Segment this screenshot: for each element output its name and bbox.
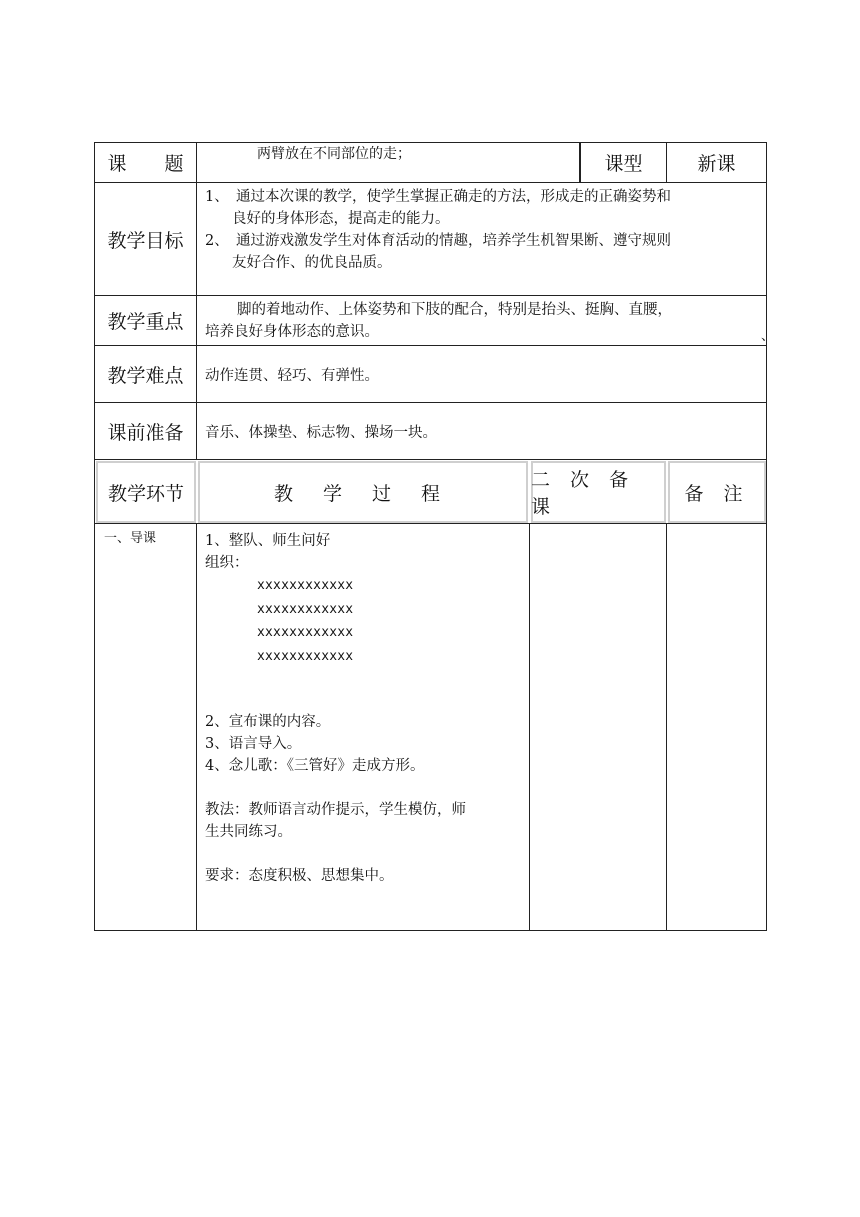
objectives-text	[205, 186, 760, 274]
header-secondary-prep: 二 次 备 课	[531, 469, 636, 518]
process-column-divider	[529, 523, 530, 931]
difficulty-text: 动作连贯、轻巧、有弹性。	[205, 368, 379, 384]
objective-2-cont: 友好合作、的优良品质。	[232, 255, 392, 271]
process-line-2: 2、宣布课的内容。	[205, 714, 331, 730]
objective-1: 1、 通过本次课的教学，使学生掌握正确走的方法，形成走的正确姿势和	[205, 189, 671, 205]
process-organization: 组织：	[205, 555, 249, 571]
table-border-right	[766, 142, 767, 931]
stage-column-divider	[196, 523, 197, 931]
objectives-label: 教学目标	[107, 229, 184, 252]
row-divider-5	[94, 459, 767, 460]
objective-2: 2、 通过游戏激发学生对体育活动的情趣，培养学生机智果断、遵守规则	[205, 233, 671, 249]
topic-label: 课 题	[107, 153, 184, 175]
formation-row: xxxxxxxxxxxx	[257, 648, 354, 664]
process-line-4: 4、念儿歌：《三管好》走成方形。	[205, 758, 425, 774]
process-line-3: 3、语言导入。	[205, 736, 302, 752]
key-points-text	[205, 299, 765, 343]
key-points-line-1: 脚的着地动作、上体姿势和下肢的配合，特别是抬头、挺胸、直腰，	[237, 302, 672, 318]
key-points-label: 教学重点	[107, 311, 184, 333]
process-line-1: 1、整队、师生问好	[205, 533, 331, 549]
formation-row: xxxxxxxxxxxx	[257, 625, 354, 640]
difficulty-label: 教学难点	[107, 364, 184, 387]
formation-grid	[205, 574, 523, 668]
preparation-text: 音乐、体操垫、标志物、操场一块。	[205, 425, 437, 441]
objective-1-cont: 良好的身体形态，提高走的能力。	[232, 211, 450, 227]
header-notes: 备 注	[684, 482, 750, 505]
type-label: 课型	[604, 153, 643, 175]
teaching-method-cont: 生共同练习。	[205, 824, 292, 840]
header-process: 教 学 过 程	[273, 482, 453, 505]
secondary-column-divider	[666, 523, 667, 931]
preparation-label: 课前准备	[107, 421, 184, 444]
formation-row: xxxxxxxxxxxx	[257, 601, 354, 617]
stage-intro: 一、导课	[104, 531, 157, 546]
stray-mark: 、	[761, 329, 775, 344]
teaching-method: 教法：教师语言动作提示，学生模仿，师	[205, 802, 466, 818]
header-stage: 教学环节	[107, 482, 184, 505]
process-content	[205, 530, 523, 887]
key-points-line-2: 培养良好身体形态的意识。	[205, 324, 379, 340]
topic-value: 两臂放在不同部位的走；	[257, 146, 411, 162]
formation-row: xxxxxxxxxxxx	[257, 578, 354, 593]
type-value: 新课	[697, 153, 736, 175]
label-column-divider	[196, 142, 197, 459]
requirement: 要求：态度积极、思想集中。	[205, 868, 394, 884]
